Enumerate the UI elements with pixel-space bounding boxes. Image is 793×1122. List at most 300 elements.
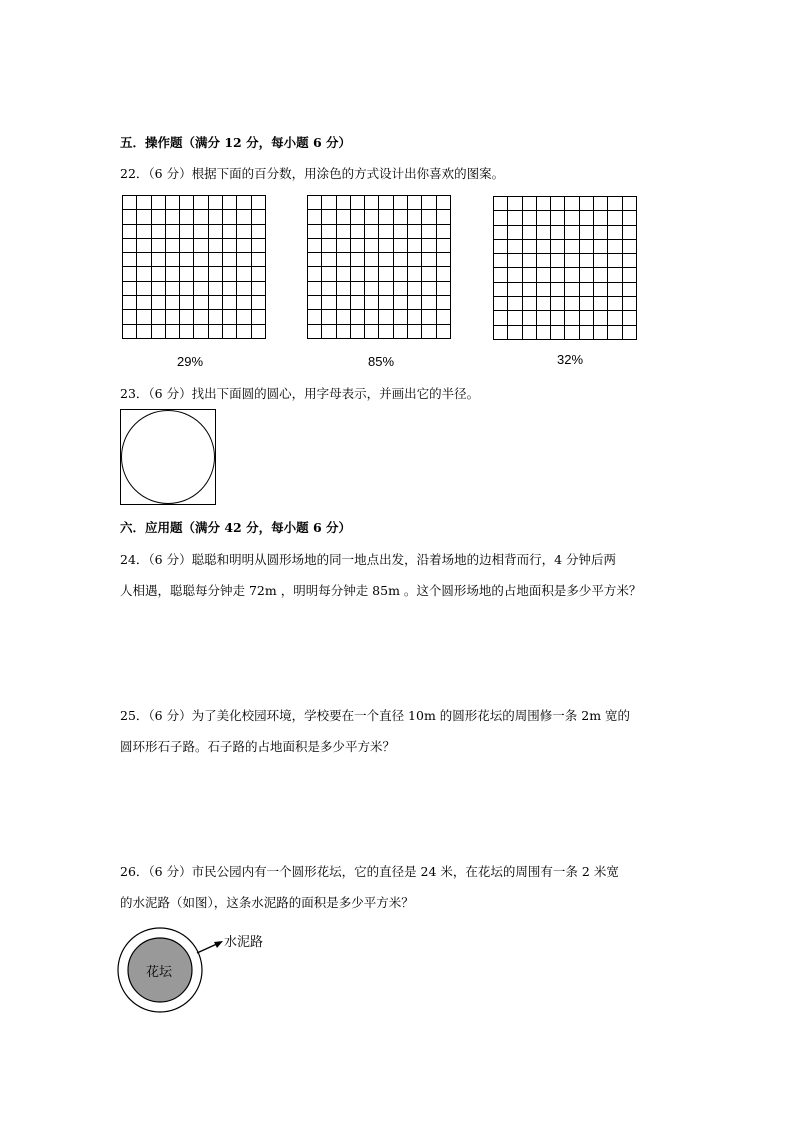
- grid-cell[interactable]: [622, 325, 636, 339]
- grid-cell[interactable]: [608, 197, 622, 211]
- grid-cell[interactable]: [408, 296, 422, 310]
- grid-cell[interactable]: [608, 268, 622, 282]
- grid-cell[interactable]: [180, 196, 194, 210]
- grid-cell[interactable]: [365, 296, 379, 310]
- grid-cell[interactable]: [322, 210, 336, 224]
- grid-cell[interactable]: [322, 267, 336, 281]
- grid-cell[interactable]: [579, 268, 593, 282]
- grid-cell[interactable]: [151, 238, 165, 252]
- grid-cell[interactable]: [579, 325, 593, 339]
- grid-cell[interactable]: [223, 210, 237, 224]
- grid-cell[interactable]: [508, 282, 522, 296]
- grid-cell[interactable]: [208, 224, 222, 238]
- percent-grid-1[interactable]: [122, 195, 266, 339]
- grid-cell[interactable]: [551, 268, 565, 282]
- grid-cell[interactable]: [194, 238, 208, 252]
- grid-cell[interactable]: [350, 238, 364, 252]
- grid-cell[interactable]: [208, 310, 222, 324]
- grid-cell[interactable]: [622, 311, 636, 325]
- grid-cell[interactable]: [379, 324, 393, 338]
- grid-cell[interactable]: [508, 311, 522, 325]
- grid-cell[interactable]: [536, 325, 550, 339]
- grid-cell[interactable]: [551, 211, 565, 225]
- grid-cell[interactable]: [208, 253, 222, 267]
- grid-cell[interactable]: [365, 310, 379, 324]
- grid-cell[interactable]: [322, 281, 336, 295]
- grid-cell[interactable]: [522, 268, 536, 282]
- grid-cell[interactable]: [137, 296, 151, 310]
- grid-cell[interactable]: [436, 196, 450, 210]
- grid-cell[interactable]: [551, 282, 565, 296]
- grid-cell[interactable]: [608, 254, 622, 268]
- grid-cell[interactable]: [508, 325, 522, 339]
- grid-cell[interactable]: [151, 210, 165, 224]
- grid-cell[interactable]: [322, 296, 336, 310]
- grid-cell[interactable]: [579, 282, 593, 296]
- grid-cell[interactable]: [350, 196, 364, 210]
- grid-cell[interactable]: [565, 311, 579, 325]
- grid-cell[interactable]: [565, 254, 579, 268]
- grid-cell[interactable]: [551, 325, 565, 339]
- grid-cell[interactable]: [237, 296, 251, 310]
- grid-cell[interactable]: [436, 310, 450, 324]
- grid-cell[interactable]: [408, 310, 422, 324]
- grid-cell[interactable]: [594, 239, 608, 253]
- grid-cell[interactable]: [522, 311, 536, 325]
- grid-cell[interactable]: [208, 267, 222, 281]
- grid-cell[interactable]: [536, 197, 550, 211]
- grid-cell[interactable]: [308, 224, 322, 238]
- grid-cell[interactable]: [151, 324, 165, 338]
- grid-cell[interactable]: [608, 297, 622, 311]
- grid-cell[interactable]: [551, 225, 565, 239]
- grid-cell[interactable]: [408, 196, 422, 210]
- grid-cell[interactable]: [522, 239, 536, 253]
- grid-cell[interactable]: [422, 210, 436, 224]
- grid-cell[interactable]: [422, 196, 436, 210]
- grid-cell[interactable]: [622, 239, 636, 253]
- grid-cell[interactable]: [180, 281, 194, 295]
- grid-cell[interactable]: [237, 267, 251, 281]
- grid-cell[interactable]: [165, 267, 179, 281]
- grid-cell[interactable]: [308, 267, 322, 281]
- grid-cell[interactable]: [180, 310, 194, 324]
- grid-cell[interactable]: [336, 310, 350, 324]
- grid-cell[interactable]: [165, 224, 179, 238]
- grid-cell[interactable]: [208, 238, 222, 252]
- grid-cell[interactable]: [123, 238, 137, 252]
- grid-cell[interactable]: [123, 267, 137, 281]
- grid-cell[interactable]: [379, 196, 393, 210]
- grid-cell[interactable]: [608, 211, 622, 225]
- grid-cell[interactable]: [508, 254, 522, 268]
- grid-cell[interactable]: [408, 253, 422, 267]
- grid-cell[interactable]: [494, 197, 508, 211]
- grid-cell[interactable]: [594, 325, 608, 339]
- grid-cell[interactable]: [308, 196, 322, 210]
- grid-cell[interactable]: [208, 210, 222, 224]
- grid-cell[interactable]: [308, 253, 322, 267]
- grid-cell[interactable]: [237, 253, 251, 267]
- grid-cell[interactable]: [237, 238, 251, 252]
- grid-cell[interactable]: [536, 239, 550, 253]
- grid-cell[interactable]: [536, 254, 550, 268]
- grid-cell[interactable]: [223, 238, 237, 252]
- grid-cell[interactable]: [436, 296, 450, 310]
- grid-cell[interactable]: [322, 310, 336, 324]
- grid-cell[interactable]: [608, 225, 622, 239]
- grid-cell[interactable]: [350, 210, 364, 224]
- grid-cell[interactable]: [336, 253, 350, 267]
- grid-cell[interactable]: [494, 211, 508, 225]
- grid-cell[interactable]: [223, 281, 237, 295]
- grid-cell[interactable]: [536, 297, 550, 311]
- grid-cell[interactable]: [422, 324, 436, 338]
- grid-cell[interactable]: [422, 310, 436, 324]
- grid-cell[interactable]: [137, 281, 151, 295]
- grid-cell[interactable]: [180, 296, 194, 310]
- grid-cell[interactable]: [208, 324, 222, 338]
- grid-cell[interactable]: [522, 211, 536, 225]
- grid-cell[interactable]: [393, 196, 407, 210]
- grid-cell[interactable]: [151, 196, 165, 210]
- grid-cell[interactable]: [565, 297, 579, 311]
- grid-cell[interactable]: [308, 296, 322, 310]
- grid-cell[interactable]: [208, 296, 222, 310]
- grid-cell[interactable]: [365, 210, 379, 224]
- grid-cell[interactable]: [194, 196, 208, 210]
- grid-cell[interactable]: [393, 224, 407, 238]
- grid-cell[interactable]: [251, 281, 265, 295]
- grid-cell[interactable]: [151, 224, 165, 238]
- grid-cell[interactable]: [336, 238, 350, 252]
- grid-cell[interactable]: [422, 224, 436, 238]
- grid-cell[interactable]: [251, 267, 265, 281]
- grid-cell[interactable]: [408, 224, 422, 238]
- grid-cell[interactable]: [137, 267, 151, 281]
- grid-cell[interactable]: [494, 282, 508, 296]
- grid-cell[interactable]: [251, 296, 265, 310]
- grid-cell[interactable]: [137, 196, 151, 210]
- grid-cell[interactable]: [551, 297, 565, 311]
- grid-cell[interactable]: [350, 253, 364, 267]
- grid-cell[interactable]: [322, 238, 336, 252]
- grid-cell[interactable]: [379, 296, 393, 310]
- grid-cell[interactable]: [194, 310, 208, 324]
- grid-cell[interactable]: [436, 238, 450, 252]
- grid-cell[interactable]: [137, 224, 151, 238]
- grid-cell[interactable]: [208, 196, 222, 210]
- grid-cell[interactable]: [594, 225, 608, 239]
- grid-cell[interactable]: [151, 253, 165, 267]
- grid-cell[interactable]: [565, 282, 579, 296]
- grid-cell[interactable]: [237, 224, 251, 238]
- grid-cell[interactable]: [494, 225, 508, 239]
- grid-cell[interactable]: [379, 224, 393, 238]
- grid-cell[interactable]: [579, 211, 593, 225]
- grid-cell[interactable]: [565, 197, 579, 211]
- grid-cell[interactable]: [180, 324, 194, 338]
- grid-cell[interactable]: [137, 324, 151, 338]
- grid-cell[interactable]: [365, 324, 379, 338]
- grid-cell[interactable]: [422, 281, 436, 295]
- grid-cell[interactable]: [365, 224, 379, 238]
- grid-cell[interactable]: [365, 267, 379, 281]
- percent-grid-2[interactable]: [307, 195, 451, 339]
- grid-cell[interactable]: [565, 239, 579, 253]
- grid-cell[interactable]: [594, 297, 608, 311]
- grid-cell[interactable]: [137, 210, 151, 224]
- grid-cell[interactable]: [251, 210, 265, 224]
- grid-cell[interactable]: [365, 253, 379, 267]
- grid-cell[interactable]: [336, 281, 350, 295]
- grid-cell[interactable]: [137, 253, 151, 267]
- grid-cell[interactable]: [180, 210, 194, 224]
- grid-cell[interactable]: [336, 196, 350, 210]
- grid-cell[interactable]: [194, 210, 208, 224]
- grid-cell[interactable]: [365, 238, 379, 252]
- grid-cell[interactable]: [350, 296, 364, 310]
- grid-cell[interactable]: [151, 267, 165, 281]
- grid-cell[interactable]: [237, 210, 251, 224]
- grid-cell[interactable]: [536, 268, 550, 282]
- grid-cell[interactable]: [123, 196, 137, 210]
- grid-cell[interactable]: [622, 254, 636, 268]
- grid-cell[interactable]: [393, 296, 407, 310]
- grid-cell[interactable]: [436, 224, 450, 238]
- grid-cell[interactable]: [594, 268, 608, 282]
- grid-cell[interactable]: [422, 267, 436, 281]
- grid-cell[interactable]: [579, 254, 593, 268]
- grid-cell[interactable]: [565, 325, 579, 339]
- grid-cell[interactable]: [237, 324, 251, 338]
- grid-cell[interactable]: [393, 324, 407, 338]
- grid-cell[interactable]: [308, 210, 322, 224]
- grid-cell[interactable]: [393, 253, 407, 267]
- grid-cell[interactable]: [123, 310, 137, 324]
- grid-cell[interactable]: [123, 324, 137, 338]
- grid-cell[interactable]: [208, 281, 222, 295]
- grid-cell[interactable]: [165, 253, 179, 267]
- grid-cell[interactable]: [194, 224, 208, 238]
- grid-cell[interactable]: [393, 210, 407, 224]
- grid-cell[interactable]: [336, 296, 350, 310]
- grid-cell[interactable]: [565, 268, 579, 282]
- grid-cell[interactable]: [594, 254, 608, 268]
- grid-cell[interactable]: [123, 253, 137, 267]
- grid-cell[interactable]: [237, 281, 251, 295]
- grid-cell[interactable]: [565, 225, 579, 239]
- grid-cell[interactable]: [165, 210, 179, 224]
- grid-cell[interactable]: [223, 310, 237, 324]
- grid-cell[interactable]: [123, 296, 137, 310]
- grid-cell[interactable]: [123, 224, 137, 238]
- grid-cell[interactable]: [408, 267, 422, 281]
- grid-cell[interactable]: [508, 239, 522, 253]
- grid-cell[interactable]: [622, 225, 636, 239]
- grid-cell[interactable]: [494, 239, 508, 253]
- grid-cell[interactable]: [237, 310, 251, 324]
- grid-cell[interactable]: [494, 311, 508, 325]
- percent-grid-3[interactable]: [493, 196, 637, 340]
- grid-cell[interactable]: [251, 324, 265, 338]
- grid-cell[interactable]: [123, 210, 137, 224]
- grid-cell[interactable]: [322, 324, 336, 338]
- grid-cell[interactable]: [251, 238, 265, 252]
- grid-cell[interactable]: [251, 196, 265, 210]
- grid-cell[interactable]: [622, 282, 636, 296]
- grid-cell[interactable]: [408, 238, 422, 252]
- grid-cell[interactable]: [336, 324, 350, 338]
- grid-cell[interactable]: [522, 282, 536, 296]
- grid-cell[interactable]: [223, 324, 237, 338]
- grid-cell[interactable]: [137, 238, 151, 252]
- grid-cell[interactable]: [408, 210, 422, 224]
- grid-cell[interactable]: [536, 225, 550, 239]
- grid-cell[interactable]: [379, 210, 393, 224]
- grid-cell[interactable]: [379, 310, 393, 324]
- grid-cell[interactable]: [322, 196, 336, 210]
- grid-cell[interactable]: [194, 253, 208, 267]
- grid-cell[interactable]: [494, 325, 508, 339]
- grid-cell[interactable]: [508, 268, 522, 282]
- grid-cell[interactable]: [594, 311, 608, 325]
- grid-cell[interactable]: [522, 254, 536, 268]
- grid-cell[interactable]: [579, 239, 593, 253]
- grid-cell[interactable]: [350, 267, 364, 281]
- grid-cell[interactable]: [594, 211, 608, 225]
- grid-cell[interactable]: [137, 310, 151, 324]
- grid-cell[interactable]: [393, 310, 407, 324]
- grid-cell[interactable]: [165, 310, 179, 324]
- grid-cell[interactable]: [350, 310, 364, 324]
- grid-cell[interactable]: [536, 211, 550, 225]
- grid-cell[interactable]: [365, 281, 379, 295]
- grid-cell[interactable]: [594, 197, 608, 211]
- grid-cell[interactable]: [508, 197, 522, 211]
- grid-cell[interactable]: [408, 324, 422, 338]
- grid-cell[interactable]: [622, 197, 636, 211]
- grid-cell[interactable]: [608, 282, 622, 296]
- grid-cell[interactable]: [379, 267, 393, 281]
- grid-cell[interactable]: [223, 296, 237, 310]
- grid-cell[interactable]: [194, 296, 208, 310]
- grid-cell[interactable]: [408, 281, 422, 295]
- grid-cell[interactable]: [251, 253, 265, 267]
- grid-cell[interactable]: [551, 311, 565, 325]
- grid-cell[interactable]: [536, 282, 550, 296]
- grid-cell[interactable]: [551, 239, 565, 253]
- grid-cell[interactable]: [422, 238, 436, 252]
- grid-cell[interactable]: [551, 197, 565, 211]
- grid-cell[interactable]: [494, 268, 508, 282]
- grid-cell[interactable]: [379, 253, 393, 267]
- grid-cell[interactable]: [508, 211, 522, 225]
- grid-cell[interactable]: [336, 267, 350, 281]
- grid-cell[interactable]: [579, 225, 593, 239]
- grid-cell[interactable]: [336, 210, 350, 224]
- grid-cell[interactable]: [622, 211, 636, 225]
- grid-cell[interactable]: [379, 281, 393, 295]
- grid-cell[interactable]: [308, 324, 322, 338]
- grid-cell[interactable]: [237, 196, 251, 210]
- grid-cell[interactable]: [579, 197, 593, 211]
- grid-cell[interactable]: [494, 297, 508, 311]
- grid-cell[interactable]: [123, 281, 137, 295]
- grid-cell[interactable]: [622, 268, 636, 282]
- grid-cell[interactable]: [608, 325, 622, 339]
- grid-cell[interactable]: [436, 210, 450, 224]
- grid-cell[interactable]: [223, 253, 237, 267]
- grid-cell[interactable]: [180, 224, 194, 238]
- grid-cell[interactable]: [194, 324, 208, 338]
- grid-cell[interactable]: [393, 238, 407, 252]
- grid-cell[interactable]: [522, 197, 536, 211]
- grid-cell[interactable]: [365, 196, 379, 210]
- grid-cell[interactable]: [194, 267, 208, 281]
- grid-cell[interactable]: [379, 238, 393, 252]
- grid-cell[interactable]: [350, 224, 364, 238]
- grid-cell[interactable]: [508, 225, 522, 239]
- grid-cell[interactable]: [223, 224, 237, 238]
- grid-cell[interactable]: [322, 224, 336, 238]
- grid-cell[interactable]: [180, 238, 194, 252]
- grid-cell[interactable]: [308, 310, 322, 324]
- grid-cell[interactable]: [422, 253, 436, 267]
- grid-cell[interactable]: [393, 281, 407, 295]
- grid-cell[interactable]: [579, 297, 593, 311]
- grid-cell[interactable]: [322, 253, 336, 267]
- grid-cell[interactable]: [551, 254, 565, 268]
- grid-cell[interactable]: [436, 281, 450, 295]
- grid-cell[interactable]: [579, 311, 593, 325]
- grid-cell[interactable]: [522, 325, 536, 339]
- grid-cell[interactable]: [608, 239, 622, 253]
- grid-cell[interactable]: [436, 267, 450, 281]
- grid-cell[interactable]: [223, 196, 237, 210]
- grid-cell[interactable]: [350, 281, 364, 295]
- grid-cell[interactable]: [151, 296, 165, 310]
- grid-cell[interactable]: [180, 253, 194, 267]
- grid-cell[interactable]: [251, 310, 265, 324]
- grid-cell[interactable]: [180, 267, 194, 281]
- grid-cell[interactable]: [165, 196, 179, 210]
- grid-cell[interactable]: [165, 324, 179, 338]
- grid-cell[interactable]: [522, 225, 536, 239]
- grid-cell[interactable]: [194, 281, 208, 295]
- grid-cell[interactable]: [508, 297, 522, 311]
- grid-cell[interactable]: [436, 253, 450, 267]
- grid-cell[interactable]: [151, 310, 165, 324]
- grid-cell[interactable]: [336, 224, 350, 238]
- grid-cell[interactable]: [536, 311, 550, 325]
- grid-cell[interactable]: [308, 281, 322, 295]
- grid-cell[interactable]: [422, 296, 436, 310]
- grid-cell[interactable]: [165, 238, 179, 252]
- grid-cell[interactable]: [308, 238, 322, 252]
- grid-cell[interactable]: [165, 296, 179, 310]
- grid-cell[interactable]: [522, 297, 536, 311]
- grid-cell[interactable]: [151, 281, 165, 295]
- grid-cell[interactable]: [608, 311, 622, 325]
- grid-cell[interactable]: [251, 224, 265, 238]
- grid-cell[interactable]: [594, 282, 608, 296]
- grid-cell[interactable]: [393, 267, 407, 281]
- grid-cell[interactable]: [223, 267, 237, 281]
- grid-cell[interactable]: [436, 324, 450, 338]
- grid-cell[interactable]: [350, 324, 364, 338]
- grid-cell[interactable]: [165, 281, 179, 295]
